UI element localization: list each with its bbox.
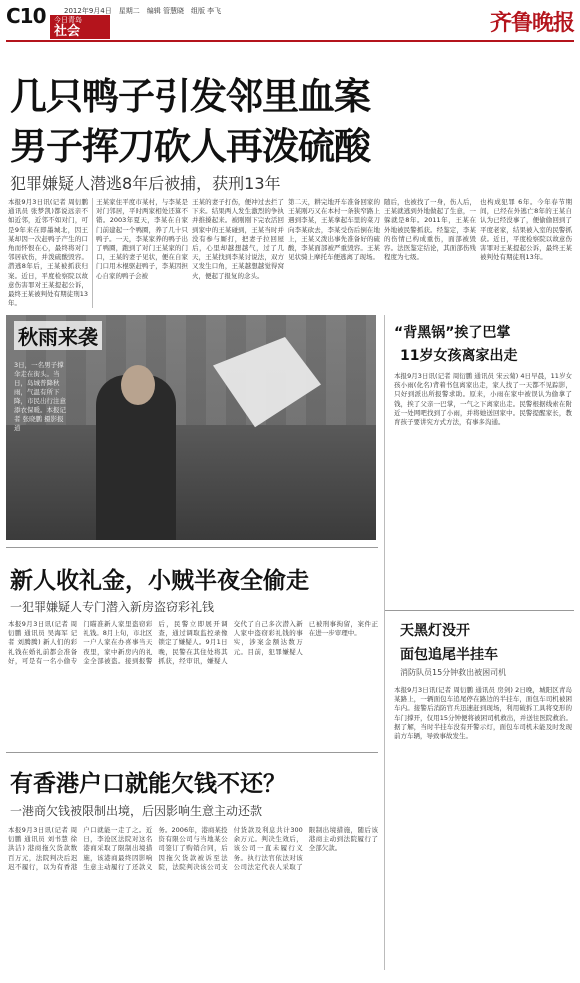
story-3-rule	[6, 547, 378, 548]
photo-man-head	[121, 365, 155, 405]
story-4-subhead: 一港商欠钱被限制出境，后因影响生意主动还款	[10, 804, 263, 818]
side-divider	[384, 610, 574, 611]
main-story-col-2: 王某家住平度市某村，与李某是对门邻居，平时两家相处还算不错。2003年夏天，李某在自家门前建起一个鸭圈，养了几十只鸭子。一天，李某家养的鸭子出了鸭圈，跑到了对门王某家的门口，王某的妻子见状，便在自家门口用木棍驱赶鸭子，李某因担心自家的鸭子会被	[96, 198, 188, 280]
photo-caption: 3日，一名男子撑伞走在街头。当日，岛城普降秋雨，气温有所下降，市民出行注意添衣保暖。本报记者 张晓鹏 摄影报道	[14, 361, 66, 432]
story-3-body: 本报9月3日讯(记者 周衍鹏 通讯员 吴海军 记者 刘腾腾) 新人们的彩礼钱在婚礼前都会准备好，可是有一名小偷专门瞄准新人家里盗窃彩礼钱。8月上旬，市北区一户人家在办喜事当天夜里，家中新房内的礼金全部被盗。接到报警后，民警立即展开调查，通过调取监控录像锁定了嫌疑人。9月1日晚，民警在其住处将其抓获，经审讯，嫌疑人交代了自己多次潜入新人家中盗窃彩礼钱的事实，涉案金额达数万元。目前，犯罪嫌疑人已被刑事拘留，案件正在进一步审理中。	[8, 620, 378, 665]
main-headline-line-1: 几只鸭子引发邻里血案	[10, 75, 370, 118]
main-headline-line-2: 男子挥刀砍人再泼硫酸	[10, 125, 370, 168]
side-story-2-headline: 天黑灯没开	[400, 623, 470, 639]
story-3-headline: 新人收礼金，小贼半夜全偷走	[10, 568, 309, 594]
story-4-headline: 有香港户口就能欠钱不还？	[10, 771, 286, 797]
newspaper-masthead: 齐鲁晚报	[489, 10, 574, 36]
section-title: 社会	[54, 24, 81, 39]
main-story-col-6: 也构成犯罪 6年。今年春节期间，已经在外逃亡8年的王某自认为已经没事了，便偷偷回到了平度老家，结果被入室的民警抓获。近日，平度检察院以故意伤害罪对王某提起公诉，最终王某被判处有期徒刑13年。	[480, 198, 572, 262]
main-subheadline: 犯罪嫌疑人潜逃8年后被捕，获刑13年	[10, 174, 281, 193]
section-small-label: 今日青岛	[50, 15, 110, 25]
date-editor-line: 2012年9月4日 星期二 编辑 管慧晓 组版 李飞	[64, 7, 222, 15]
main-story-col-3: 王某的妻子打伤，便冲过去拦了下来。结果两人发生激烈的争执并推搡起来。被刚刚下完农活回到家中的王某碰到，王某当时并没有参与厮打，把妻子拉回屋后，心里却越想越气，过了几天，王某找到李某讨说法，双方又发生口角，王某越想越觉得窝火，便起了报复的念头。	[192, 198, 284, 280]
side-story-2-deck: 消防队员15分钟救出被困司机	[400, 668, 507, 677]
main-story-col-4: 第二天，耕完地开车准备回家的王某刚巧又在本村一条狭窄路上遇到李某，王某拿起车里的菜刀向李某砍去，李某受伤后倒在地上，王某又泼出事先准备好的硫酸，李某面部被严重毁容。王某见状骑上摩托车便逃离了现场。	[288, 198, 380, 262]
story-4-rule	[6, 752, 378, 753]
main-story-col-5: 随后，也被找了一身，伤人后，王某就逃到外地做起了生意，一躲就是8年。2011年，王某在外地被民警抓获。经鉴定，李某的伤情已构成重伤，面部被毁容。法医鉴定结论，其面部伤残程度为七级。	[384, 198, 476, 262]
section-tab	[50, 15, 110, 39]
header-rule	[6, 40, 574, 42]
page-number: C10	[6, 4, 46, 28]
side-story-2-body: 本报9月3日讯(记者 周衍鹏 通讯员 房剑) 2日晚，城阳区青岛某路上，一辆面包车追尾停在路边的半挂车，面包车司机被困车内。接警后消防官兵迅速赶到现场，利用破拆工具将变形的车门撑开，仅用15分钟便将被困司机救出，并送往医院救治。据了解，当时半挂车没有开警示灯，面包车司机未能及时发现前方车辆，导致事故发生。	[394, 686, 572, 741]
news-photo	[6, 315, 376, 540]
column-divider	[92, 198, 93, 308]
side-story-1-headline: “背黑锅”挨了巴掌	[394, 325, 511, 341]
photo-title: 秋雨来袭	[14, 321, 102, 350]
right-column-divider	[384, 315, 385, 970]
side-story-2-subhead: 面包追尾半挂车	[400, 647, 498, 663]
story-3-subhead: 一犯罪嫌疑人专门潜入新房盗窃彩礼钱	[10, 600, 215, 614]
side-story-1-subhead: 11岁女孩离家出走	[400, 348, 518, 364]
side-story-1-body: 本报9月3日讯(记者 周衍鹏 通讯员 宋云菊) 4日早晨，11岁女孩小雨(化名)背着书包离家出走，家人找了一天都不见踪影，只好到派出所报警求助。原来，小雨在家中被误认为偷拿了钱，挨了父亲一巴掌，一气之下离家出走。民警根据线索在附近一处网吧找到了小雨，并将她送回家中。民警提醒家长，教育孩子要讲究方式方法，有事多沟通。	[394, 372, 572, 427]
story-4-body: 本报9月3日讯(记者 周衍鹏 通讯员 刘书慧 徐洪洁) 港商拖欠货款数百万元，法院判决后迟迟不履行，以为有香港户口就能一走了之。近日，李沧区法院对这名港商采取了限制出境措施，该港商最终因影响生意主动履行了还款义务。2006年，港商某投资有限公司与当地某公司签订了购销合同，后因拖欠货款被诉至法院，法院判决该公司支付货款及利息共计300余万元。判决生效后，该公司一直未履行义务。执行法官依法对该公司法定代表人采取了限制出境措施，随后该港商主动到法院履行了全部欠款。	[8, 826, 378, 871]
main-story-col-1: 本报9月3日讯(记者 周衍鹏 通讯员 张梦凯)都说远亲不如近邻，近邻不如对门，可是9年来在即墨城北，因王某却因一次赶鸭子产生的口角而怀恨在心，最终将对门邻居砍伤，并泼硫酸毁容。潜逃8年后，王某被抓获归案。近日，平度检察院以故意伤害罪对王某提起公诉，最终王某被判处有期徒刑13年。	[8, 198, 88, 308]
